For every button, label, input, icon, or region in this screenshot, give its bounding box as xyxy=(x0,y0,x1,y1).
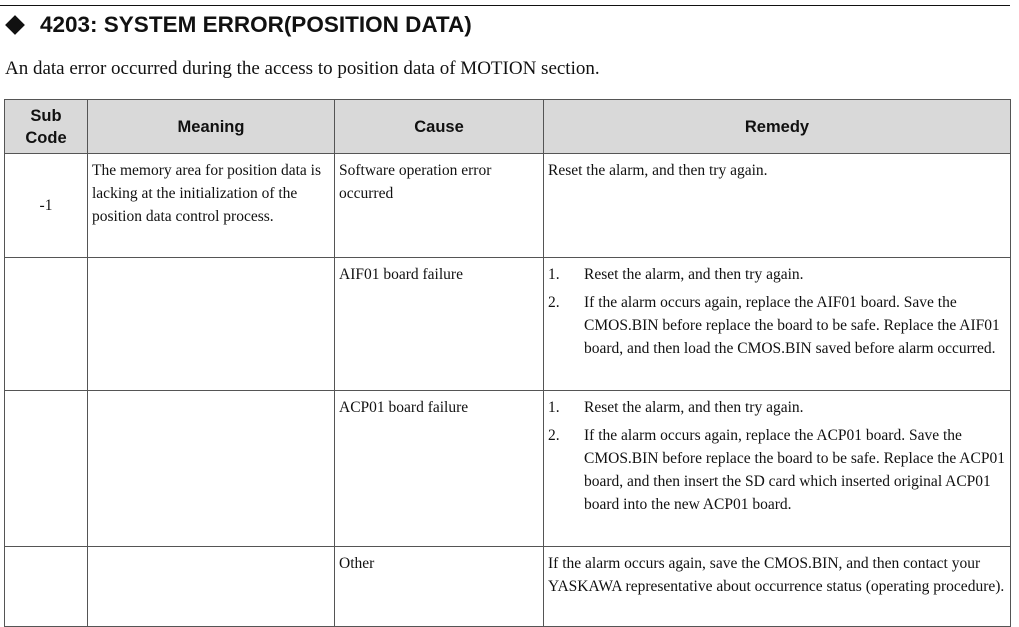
intro-text: An data error occurred during the access to position data of MOTION section. xyxy=(5,58,600,79)
cause-cell: ACP01 board failure xyxy=(335,391,544,547)
header-meaning: Meaning xyxy=(88,100,335,154)
header-remedy: Remedy xyxy=(544,100,1011,154)
table-row xyxy=(5,258,1011,391)
remedy-steps xyxy=(548,396,1006,516)
heading-text: 4203: SYSTEM ERROR(POSITION DATA) xyxy=(40,12,472,37)
remedy-step: 2. If the alarm occurs again, replace the AIF01 board. Save the CMOS.BIN before replace the board to be safe. Replace the AIF01 board, and then load the CMOS.BIN saved before alarm occurred. xyxy=(548,294,1000,357)
remedy-step: 2. If the alarm occurs again, replace the ACP01 board. Save the CMOS.BIN before replace the board to be safe. Replace the ACP01 board, and then insert the SD card which inserted original ACP01 board into the new ACP01 board. xyxy=(548,427,1005,513)
sub-code-cell xyxy=(5,391,88,547)
meaning-cell xyxy=(88,258,335,391)
remedy-cell xyxy=(544,391,1011,547)
section-heading xyxy=(3,12,472,38)
cause-cell: Software operation error occurred xyxy=(335,154,544,258)
remedy-cell xyxy=(544,258,1011,391)
table-row xyxy=(5,154,1011,258)
error-table xyxy=(4,99,1011,627)
remedy-step: 1. Reset the alarm, and then try again. xyxy=(548,399,804,416)
cause-cell: AIF01 board failure xyxy=(335,258,544,391)
sub-code-cell xyxy=(5,258,88,391)
header-cause: Cause xyxy=(335,100,544,154)
header-sub-code: Sub Code xyxy=(5,100,88,154)
remedy-steps xyxy=(548,263,1006,360)
sub-code-cell xyxy=(5,547,88,627)
table-header-row xyxy=(5,100,1011,154)
cause-cell: Other xyxy=(335,547,544,627)
remedy-step: 1. Reset the alarm, and then try again. xyxy=(548,266,804,283)
table-row xyxy=(5,391,1011,547)
diamond-bullet-icon xyxy=(5,15,25,35)
sub-code-cell: -1 xyxy=(5,154,88,258)
meaning-cell xyxy=(88,547,335,627)
meaning-cell xyxy=(88,391,335,547)
meaning-cell: The memory area for position data is lacking at the initialization of the position data control process. xyxy=(88,154,335,258)
remedy-cell: If the alarm occurs again, save the CMOS.BIN, and then contact your YASKAWA representative about occurrence status (operating procedure). xyxy=(544,547,1011,627)
top-rule xyxy=(0,5,1010,6)
remedy-cell: Reset the alarm, and then try again. xyxy=(544,154,1011,258)
table-row xyxy=(5,547,1011,627)
